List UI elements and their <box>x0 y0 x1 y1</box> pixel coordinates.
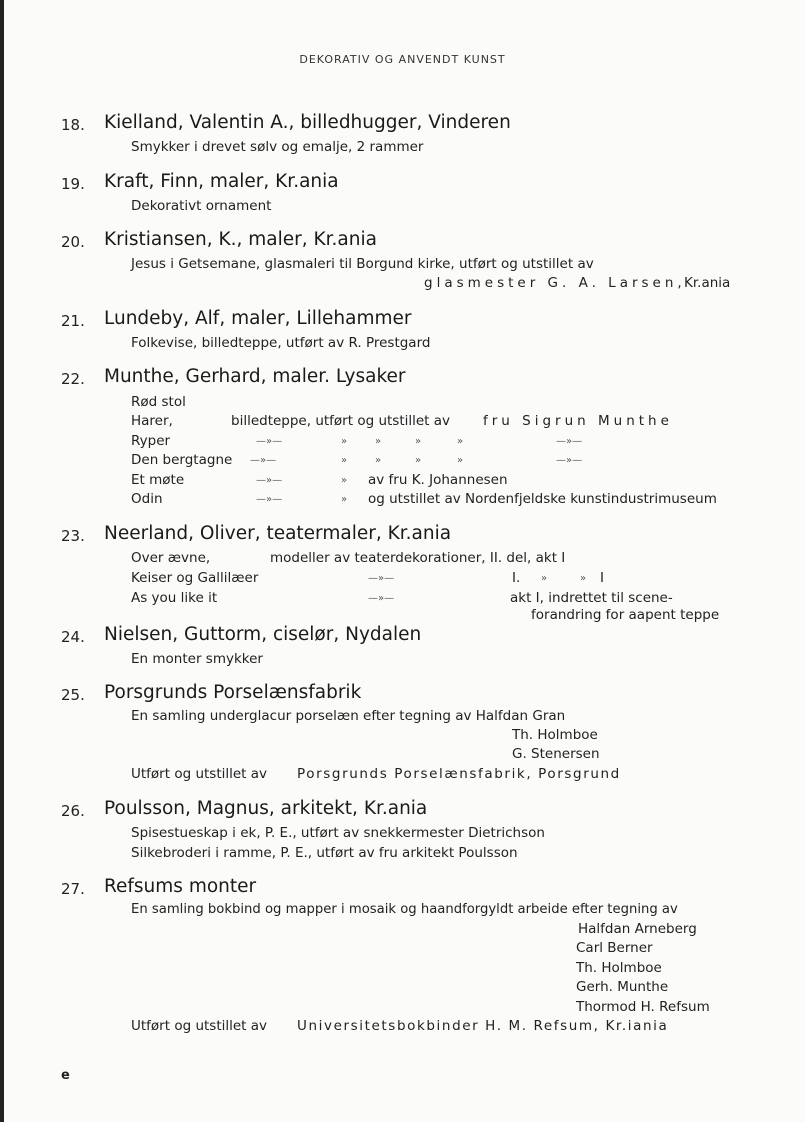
entry-line: Jesus i Getsemane, glasmaleri til Borgund kirke, utført og utstillet av <box>131 256 594 272</box>
entry-number: 27. <box>61 880 85 898</box>
entry-footer-spaced: Porsgrunds Porselænsfabrik, Porsgrund <box>297 766 621 782</box>
entry-number: 18. <box>61 116 85 134</box>
item-desc: forandring for aapent teppe <box>531 607 720 623</box>
running-header: DEKORATIV OG ANVENDT KUNST <box>299 53 506 66</box>
ditto-mark: —»— <box>250 455 277 466</box>
ditto-mark: » <box>415 436 422 447</box>
entry-line-spaced: glasmester G. A. Larsen, <box>424 275 686 291</box>
ditto-mark: —»— <box>256 494 283 505</box>
artist-name: Halfdan Arneberg <box>578 921 697 937</box>
entry-number: 21. <box>61 312 85 330</box>
entry-name: Neerland, Oliver, teatermaler, Kr.ania <box>104 523 452 544</box>
ditto-mark: —»— <box>256 475 283 486</box>
entry-name: Refsums monter <box>104 876 257 897</box>
artist-name: Carl Berner <box>576 940 653 956</box>
ditto-mark: » <box>541 573 548 584</box>
entry-line-end: Kr.ania <box>684 275 731 291</box>
entry-name: Kraft, Finn, maler, Kr.ania <box>104 171 339 192</box>
entry-number: 20. <box>61 233 85 251</box>
ditto-mark: —»— <box>556 455 583 466</box>
ditto-mark: » <box>457 455 464 466</box>
item-label: Ryper <box>131 433 171 449</box>
artist-name: G. Stenersen <box>512 746 600 762</box>
ditto-mark: —»— <box>556 436 583 447</box>
entry-line: En samling bokbind og mapper i mosaik og haandforgyldt arbeide efter tegning av <box>131 902 678 917</box>
page-edge <box>0 0 4 1122</box>
item-desc: av fru K. Johannesen <box>368 472 508 488</box>
entry-name: Porsgrunds Porselænsfabrik <box>104 682 362 703</box>
entry-number: 19. <box>61 175 85 193</box>
item-label: Keiser og Gallilæer <box>131 570 259 586</box>
entry-number: 25. <box>61 686 85 704</box>
item-desc: modeller av teaterdekorationer, II. del, akt I <box>270 550 566 566</box>
item-desc: I <box>600 570 604 586</box>
item-label: As you like it <box>131 590 218 606</box>
entry-line: En monter smykker <box>131 651 263 667</box>
ditto-mark: —»— <box>368 593 395 604</box>
item-desc: akt I, indrettet til scene- <box>510 590 673 606</box>
entry-line: Dekorativt ornament <box>131 198 272 214</box>
ditto-mark: » <box>415 455 422 466</box>
item-label: Et møte <box>131 472 185 488</box>
artist-name: Th. Holmboe <box>576 960 662 976</box>
ditto-mark: —»— <box>256 436 283 447</box>
entry-line: Folkevise, billedteppe, utført av R. Prestgard <box>131 335 431 351</box>
ditto-mark: » <box>375 436 382 447</box>
item-desc: I. <box>512 570 521 586</box>
ditto-mark: » <box>580 573 587 584</box>
artist-name: Th. Holmboe <box>512 727 598 743</box>
entry-line: En samling underglacur porselæn efter tegning av Halfdan Gran <box>131 708 566 724</box>
entry-name: Munthe, Gerhard, maler. Lysaker <box>104 366 406 387</box>
entry-name: Nielsen, Guttorm, ciselør, Nydalen <box>104 624 422 645</box>
ditto-mark: —»— <box>368 573 395 584</box>
item-label: Odin <box>131 491 163 507</box>
artist-name: Thormod H. Refsum <box>576 999 710 1015</box>
entry-number: 22. <box>61 370 85 388</box>
entry-line: Smykker i drevet sølv og emalje, 2 rammer <box>131 139 424 155</box>
page-signature: e <box>61 1068 70 1083</box>
entry-footer-spaced: Universitetsbokbinder H. M. Refsum, Kr.iania <box>297 1018 669 1034</box>
entry-footer: Utført og utstillet av <box>131 1018 268 1034</box>
entry-footer: Utført og utstillet av <box>131 766 268 782</box>
entry-name: Kielland, Valentin A., billedhugger, Vinderen <box>104 112 511 133</box>
item-label: Over ævne, <box>131 550 211 566</box>
entry-number: 23. <box>61 527 85 545</box>
ditto-mark: » <box>341 455 348 466</box>
ditto-mark: » <box>341 436 348 447</box>
ditto-mark: » <box>375 455 382 466</box>
ditto-mark: » <box>341 494 348 505</box>
ditto-mark: » <box>457 436 464 447</box>
item-desc: billedteppe, utført og utstillet av <box>231 413 451 429</box>
item-desc: og utstillet av Nordenfjeldske kunstindustrimuseum <box>368 491 717 507</box>
entry-number: 24. <box>61 628 85 646</box>
entry-name: Kristiansen, K., maler, Kr.ania <box>104 229 377 250</box>
item-label: Den bergtagne <box>131 452 233 468</box>
entry-line: Silkebroderi i ramme, P. E., utført av fru arkitekt Poulsson <box>131 845 518 861</box>
item-label: Harer, <box>131 413 173 429</box>
entry-name: Poulsson, Magnus, arkitekt, Kr.ania <box>104 798 428 819</box>
item-label: Rød stol <box>131 394 186 410</box>
artist-name: Gerh. Munthe <box>576 979 669 995</box>
entry-number: 26. <box>61 802 85 820</box>
ditto-mark: » <box>341 475 348 486</box>
entry-line: Spisestueskap i ek, P. E., utført av snekkermester Dietrichson <box>131 825 545 841</box>
item-artist: fru Sigrun Munthe <box>483 413 673 429</box>
entry-name: Lundeby, Alf, maler, Lillehammer <box>104 308 412 329</box>
